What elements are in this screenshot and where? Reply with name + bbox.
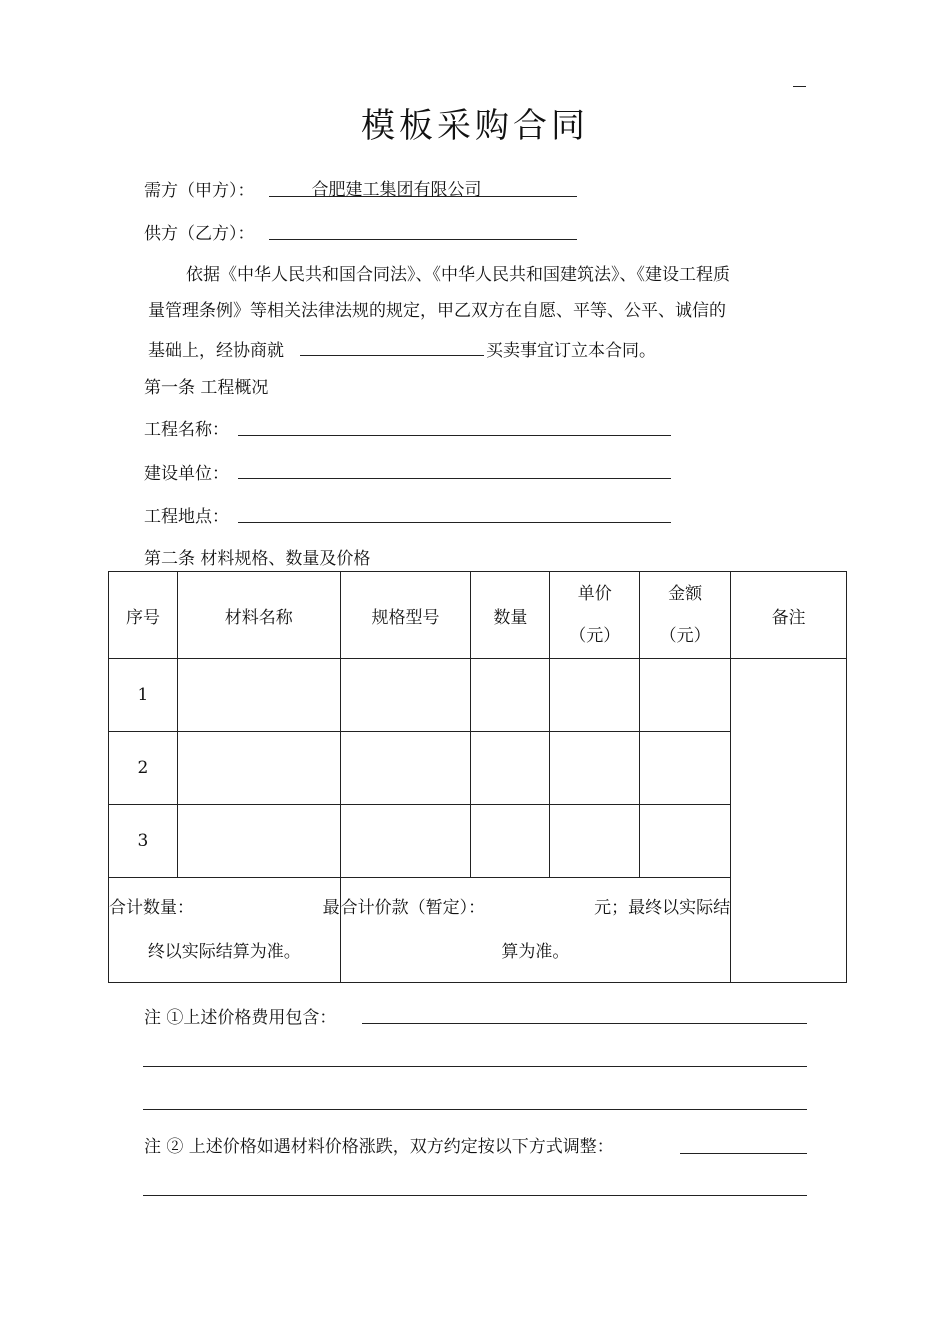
location-label: 工程地点： xyxy=(144,507,229,527)
note-1-underline[interactable] xyxy=(362,1023,807,1024)
note-1-line-3[interactable] xyxy=(143,1109,807,1110)
total-qty-cell[interactable] xyxy=(109,878,341,983)
project-name-label: 工程名称： xyxy=(144,420,229,440)
cell-material[interactable] xyxy=(177,732,340,805)
cell-unit-price[interactable] xyxy=(550,805,640,878)
materials-table xyxy=(108,571,847,983)
note-1-line-2[interactable] xyxy=(143,1066,807,1067)
supplier-label: 供方（乙方）： xyxy=(144,224,255,244)
cell-remark[interactable] xyxy=(731,659,847,983)
row-seq: 2 xyxy=(109,732,178,805)
article-1-heading: 第一条 工程概况 xyxy=(144,378,269,398)
intro-line-1: 依据《中华人民共和国合同法》、《中华人民共和国建筑法》、《建设工程质 xyxy=(186,265,730,285)
cell-amount[interactable] xyxy=(640,732,731,805)
cell-material[interactable] xyxy=(177,659,340,732)
cell-qty[interactable] xyxy=(471,732,550,805)
header-seq: 序号 xyxy=(109,572,178,659)
subject-underline[interactable] xyxy=(300,355,484,356)
location-underline[interactable] xyxy=(238,522,671,523)
header-qty: 数量 xyxy=(471,572,550,659)
cell-qty[interactable] xyxy=(471,659,550,732)
header-amount-label: 金额 xyxy=(668,584,703,604)
header-unit-price-label: 单价 xyxy=(577,584,612,604)
cell-unit-price[interactable] xyxy=(550,659,640,732)
note-1-label: 注 ①上述价格费用包含： xyxy=(144,1008,337,1028)
cell-qty[interactable] xyxy=(471,805,550,878)
total-price-note: 算为准。 xyxy=(501,942,570,962)
header-remark: 备注 xyxy=(731,572,847,659)
note-2-label: 注 ② 上述价格如遇材料价格涨跌，双方约定按以下方式调整： xyxy=(144,1137,614,1157)
header-amount xyxy=(640,572,731,659)
corner-dash-mark xyxy=(793,86,806,87)
intro-line-2: 量管理条例》等相关法律法规的规定，甲乙双方在自愿、平等、公平、诚信的 xyxy=(148,301,726,321)
cell-spec[interactable] xyxy=(340,659,471,732)
cell-spec[interactable] xyxy=(340,805,471,878)
total-price-label: 合计价款（暂定）： xyxy=(340,898,486,918)
header-unit-price-unit: （元） xyxy=(569,626,621,646)
total-price-cell[interactable] xyxy=(340,878,731,983)
buyer-label: 需方（甲方）： xyxy=(144,181,255,201)
total-price-unit: 元；最终以实际结 xyxy=(594,898,731,918)
row-seq: 1 xyxy=(109,659,178,732)
intro-line-3a: 基础上，经协商就 xyxy=(148,341,284,361)
note-2-line-2[interactable] xyxy=(143,1195,807,1196)
total-qty-label: 合计数量： xyxy=(109,898,194,918)
cell-spec[interactable] xyxy=(340,732,471,805)
builder-underline[interactable] xyxy=(238,478,671,479)
header-amount-unit: （元） xyxy=(659,626,711,646)
header-unit-price xyxy=(550,572,640,659)
table-header-row xyxy=(109,572,847,659)
supplier-underline[interactable] xyxy=(269,239,577,240)
cell-material[interactable] xyxy=(177,805,340,878)
cell-unit-price[interactable] xyxy=(550,732,640,805)
article-2-heading: 第二条 材料规格、数量及价格 xyxy=(144,549,371,569)
row-seq: 3 xyxy=(109,805,178,878)
total-qty-note: 终以实际结算为准。 xyxy=(147,942,301,962)
header-material: 材料名称 xyxy=(177,572,340,659)
cell-amount[interactable] xyxy=(640,805,731,878)
table-row xyxy=(109,659,847,732)
page-title: 模板采购合同 xyxy=(361,106,589,146)
cell-amount[interactable] xyxy=(640,659,731,732)
total-qty-wrap: 最 xyxy=(322,898,340,918)
project-name-underline[interactable] xyxy=(238,435,671,436)
intro-line-3b: 买卖事宜订立本合同。 xyxy=(486,341,656,361)
buyer-value[interactable]: 合肥建工集团有限公司 xyxy=(311,180,482,200)
note-2-underline[interactable] xyxy=(680,1153,807,1154)
builder-label: 建设单位： xyxy=(144,464,229,484)
header-spec: 规格型号 xyxy=(340,572,471,659)
